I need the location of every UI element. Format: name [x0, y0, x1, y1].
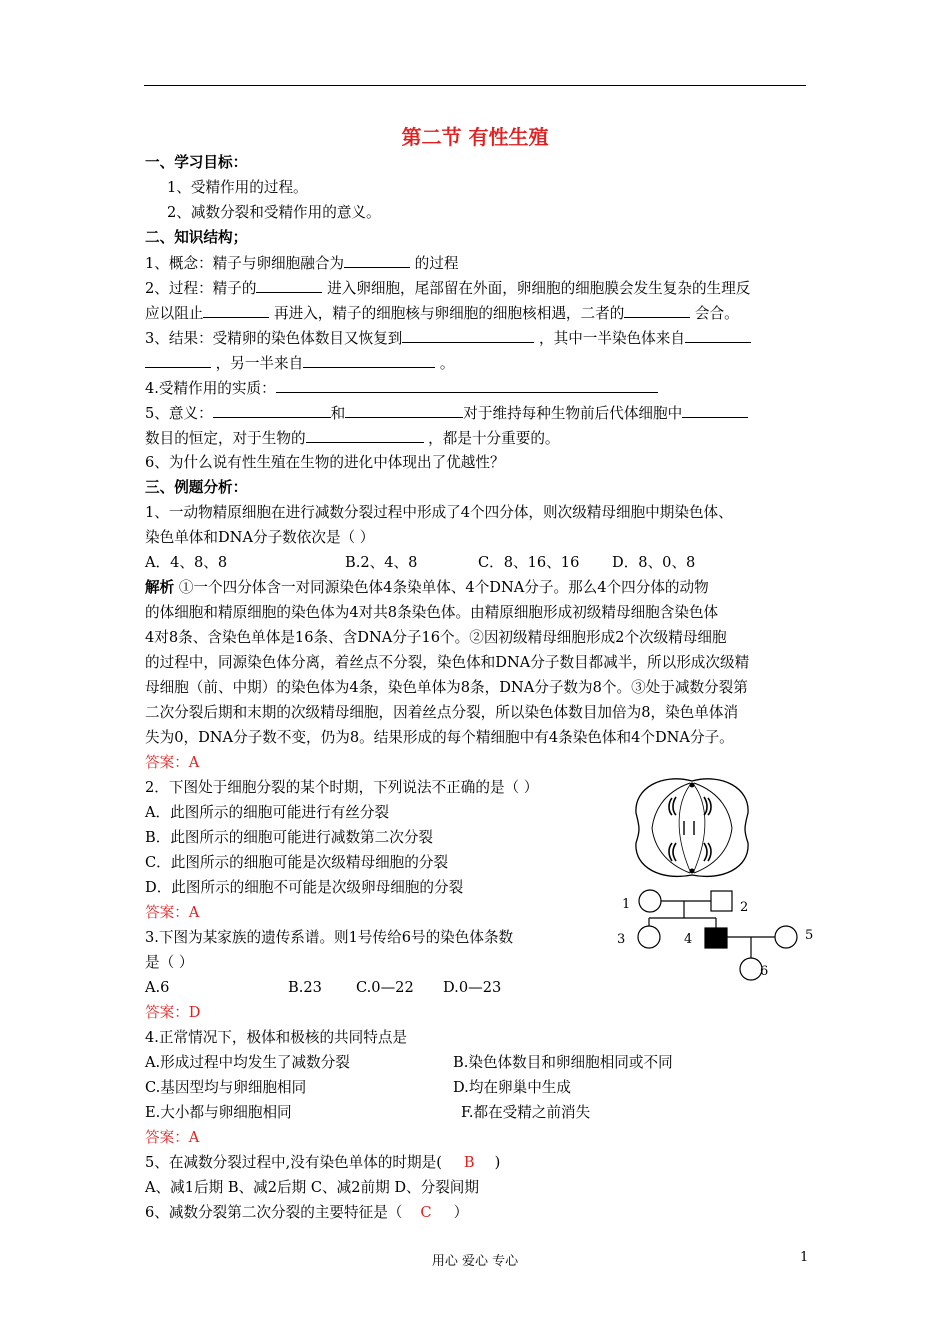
female-symbol	[638, 926, 660, 948]
analysis-line: 失为0，DNA分子数不变，仍为8。结果形成的每个精细胞中有4条染色体和4个DNA分子。	[145, 729, 734, 746]
pedigree-label: 4	[684, 932, 693, 947]
cell-membrane	[636, 779, 748, 877]
centrosome-icon	[690, 783, 695, 788]
analysis-line: 母细胞（前、中期）的染色体为4条，染色单体为8条，DNA分子数为8个。③处于减数分裂第	[145, 679, 748, 696]
knowledge-line	[145, 353, 454, 374]
fill-blank[interactable]	[306, 428, 424, 443]
question-6	[145, 1203, 468, 1223]
question-1-cont: 染色单体和DNA分子数依次是（ ）	[145, 529, 375, 546]
pedigree-label: 3	[617, 932, 626, 947]
female-symbol	[740, 958, 762, 980]
fill-blank[interactable]	[682, 403, 748, 418]
option: C．8、16、16	[478, 554, 580, 571]
option: D．8、0、8	[612, 554, 696, 571]
text: ①一个四分体含一对同源染色体4条染单体、4个DNA分子。那么4个四分体的动物	[174, 579, 709, 596]
option: C.0—22	[356, 979, 414, 996]
section-heading-goals: 一、学习目标：	[145, 154, 248, 171]
option: A．4、8、8	[145, 554, 228, 571]
option: C.基因型均与卵细胞相同	[145, 1079, 307, 1096]
pedigree-label: 1	[622, 897, 631, 912]
header-rule	[144, 85, 806, 86]
cell-division-figure	[632, 773, 752, 883]
female-symbol	[639, 890, 661, 912]
affected-male-symbol	[705, 928, 727, 948]
chromosome-icon	[704, 843, 711, 861]
goal-item: 2、减数分裂和受精作用的意义。	[167, 204, 381, 221]
text: 和	[330, 405, 346, 422]
question-3: 3.下图为某家族的遗传系谱。则1号传给6号的染色体条数	[145, 929, 514, 946]
text: 的过程	[410, 255, 459, 272]
fill-blank[interactable]	[685, 328, 751, 343]
spindle-fiber	[694, 785, 705, 871]
page-number: 1	[800, 1250, 809, 1265]
text: ）	[453, 1204, 469, 1221]
text: 6、减数分裂第二次分裂的主要特征是（	[145, 1204, 403, 1221]
question-5	[145, 1153, 500, 1173]
footer-text: 用心 爱心 专心	[431, 1254, 519, 1269]
answer-1: 答案：A	[145, 754, 200, 771]
fill-blank[interactable]	[402, 328, 534, 343]
q1-options	[145, 553, 696, 573]
section-heading-knowledge: 二、知识结构；	[145, 229, 248, 246]
q2-option: D．此图所示的细胞不可能是次级卵母细胞的分裂	[145, 879, 464, 896]
q2-option: A．此图所示的细胞可能进行有丝分裂	[145, 804, 390, 821]
text: 3、结果：受精卵的染色体数目又恢复到	[145, 330, 403, 347]
fill-blank[interactable]	[213, 403, 331, 418]
option: B.2、4、8	[345, 554, 418, 571]
knowledge-line	[145, 278, 750, 299]
knowledge-line	[145, 303, 739, 324]
text: )	[494, 1154, 501, 1171]
knowledge-line: 6、为什么说有性生殖在生物的进化中体现出了优越性？	[145, 454, 505, 471]
text: 4.受精作用的实质：	[145, 380, 276, 397]
text: 5、意义：	[145, 405, 213, 422]
fill-blank[interactable]	[276, 378, 658, 393]
q2-option: B．此图所示的细胞可能进行减数第二次分裂	[145, 829, 434, 846]
analysis-line: 二次分裂后期和末期的次级精母细胞，因着丝点分裂，所以染色体数目加倍为8，染色单体消	[145, 704, 739, 721]
chromosome-icon	[669, 797, 676, 815]
text: ，另一半来自	[211, 355, 304, 372]
pedigree-label: 6	[760, 964, 769, 979]
text: 应以阻止	[145, 305, 204, 322]
male-symbol	[711, 891, 732, 911]
pedigree-label: 2	[740, 900, 749, 915]
text: 。	[435, 355, 455, 372]
text: 数目的恒定，对于生物的	[145, 430, 306, 447]
fill-blank[interactable]	[203, 303, 269, 318]
fill-blank[interactable]	[344, 253, 410, 268]
question-1: 1、一动物精原细胞在进行减数分裂过程中形成了4个四分体，则次级精母细胞中期染色体、	[145, 504, 733, 521]
q4-options	[145, 1053, 673, 1073]
pedigree-chart	[612, 884, 822, 984]
option: F.都在受精之前消失	[461, 1104, 591, 1121]
q4-options	[145, 1078, 571, 1098]
knowledge-line	[145, 428, 560, 449]
fill-blank[interactable]	[256, 278, 322, 293]
option: B.23	[288, 979, 322, 996]
knowledge-line	[145, 378, 658, 399]
female-symbol	[775, 926, 797, 948]
option: A.6	[145, 979, 170, 996]
q3-options	[145, 978, 502, 998]
inline-answer: B	[463, 1154, 475, 1171]
option: D.0—23	[443, 979, 502, 996]
answer-3: 答案：D	[145, 1004, 201, 1021]
analysis-line: 4对8条、含染色单体是16条、含DNA分子16个。②因初级精母细胞形成2个次级精母细胞	[145, 629, 727, 646]
text: ，都是十分重要的。	[423, 430, 560, 447]
fill-blank[interactable]	[145, 353, 211, 368]
fill-blank[interactable]	[624, 303, 690, 318]
text: 进入卵细胞，尾部留在外面，卵细胞的细胞膜会发生复杂的生理反	[322, 280, 751, 297]
knowledge-line	[145, 403, 748, 424]
section-heading-examples: 三、例题分析：	[145, 479, 248, 496]
text: 会合。	[690, 305, 739, 322]
answer-4: 答案：A	[145, 1129, 200, 1146]
analysis-line: 的体细胞和精原细胞的染色体为4对共8条染色体。由精原细胞形成初级精母细胞含染色体	[145, 604, 719, 621]
analysis-line	[145, 578, 709, 598]
q5-options: A、减1后期 B、减2后期 C、减2前期 D、分裂间期	[145, 1179, 479, 1196]
answer-2: 答案：A	[145, 904, 200, 921]
text: ，其中一半染色体来自	[534, 330, 685, 347]
chromosome-icon	[669, 843, 676, 861]
option: B.染色体数目和卵细胞相同或不同	[453, 1054, 673, 1071]
goal-item: 1、受精作用的过程。	[167, 179, 308, 196]
q4-options	[145, 1103, 591, 1123]
text: 1、概念：精子与卵细胞融合为	[145, 255, 345, 272]
question-3-cont: 是（ ）	[145, 954, 194, 971]
text: 再进入，精子的细胞核与卵细胞的细胞核相遇，二者的	[269, 305, 625, 322]
chromosome-icon	[704, 797, 711, 815]
inline-answer: C	[420, 1204, 432, 1221]
knowledge-line	[145, 328, 751, 349]
question-2: 2．下图处于细胞分裂的某个时期，下列说法不正确的是（ ）	[145, 779, 539, 796]
spindle-fiber	[694, 783, 732, 873]
text: 2、过程：精子的	[145, 280, 257, 297]
fill-blank[interactable]	[303, 353, 435, 368]
question-4: 4.正常情况下，极体和极核的共同特点是	[145, 1029, 408, 1046]
text: 对于维持每种生物前后代体细胞中	[463, 405, 683, 422]
q2-option: C．此图所示的细胞可能是次级精母细胞的分裂	[145, 854, 449, 871]
fill-blank[interactable]	[345, 403, 463, 418]
option: A.形成过程中均发生了减数分裂	[145, 1054, 350, 1071]
analysis-label: 解析	[145, 579, 175, 596]
page-title: 第二节 有性生殖	[401, 125, 549, 149]
knowledge-line	[145, 253, 458, 274]
option: D.均在卵巢中生成	[453, 1079, 571, 1096]
centrosome-icon	[690, 869, 695, 874]
pedigree-label: 5	[805, 928, 814, 943]
text: 5、在减数分裂过程中,没有染色单体的时期是(	[145, 1154, 442, 1171]
analysis-line: 的过程中，同源染色体分离，着丝点不分裂，染色体和DNA分子数目都减半，所以形成次级精	[145, 654, 750, 671]
option: E.大小都与卵细胞相同	[145, 1104, 292, 1121]
